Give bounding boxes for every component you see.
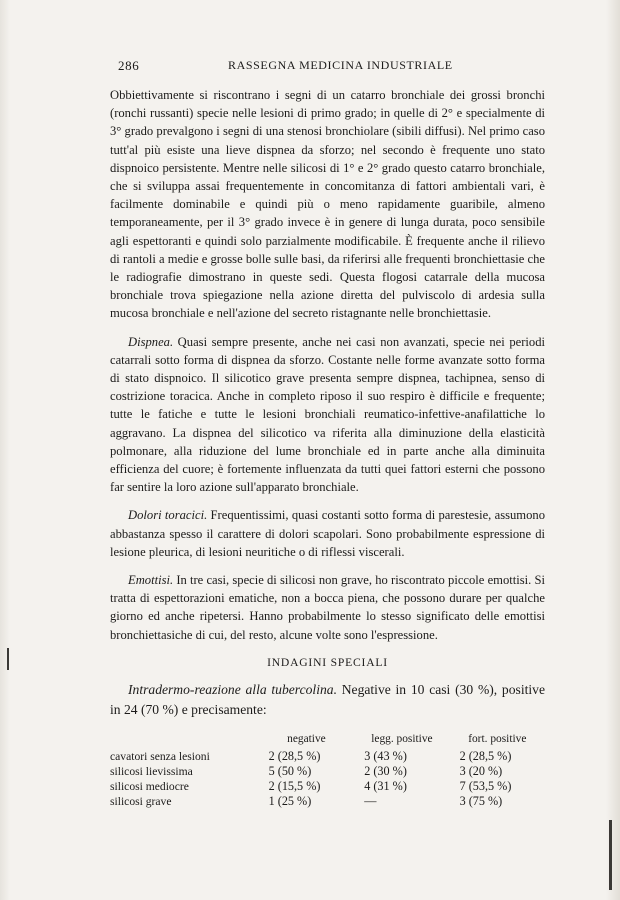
emottisi-title: Emottisi.: [128, 573, 174, 588]
page-body: [110, 86, 545, 809]
running-title: RASSEGNA MEDICINA INDUSTRIALE: [228, 58, 453, 72]
paragraph-dispnea: [110, 333, 545, 497]
page-number: 286: [118, 58, 140, 73]
emottisi-text: In tre casi, specie di silicosi non grave, ho riscontrato piccole emottisi. Si tratta di espettorazioni ematiche, non a bocca piena, che possono durare per qualche giorno ed anche ripetersi. Hanno probabilmente lo stesso significato delle emottisi bronchiettasiche di cui, del resto, alcune volte sono l'espressione.: [110, 573, 545, 642]
scan-edge-left: [0, 0, 10, 900]
table-row: [110, 794, 545, 809]
table-row-label: cavatori senza lesioni: [110, 750, 210, 764]
table-row-label: silicosi lievissima: [110, 765, 193, 779]
table-header: fort. positive: [468, 733, 527, 746]
table-header: [110, 730, 259, 749]
paragraph-tubercolina: [110, 680, 545, 720]
tubercolina-text: Negative in 10 casi (30 %), positive in 24 (70 %) e precisamente:: [110, 682, 545, 718]
table-row: [110, 779, 545, 794]
table-row-label: silicosi grave: [110, 795, 172, 809]
table-cell: 2 (28,5 %): [459, 749, 512, 764]
table-cell: —: [364, 794, 377, 809]
dolori-title: Dolori toracici.: [128, 508, 208, 523]
table-cell: 3 (43 %): [364, 749, 407, 764]
table-cell: 1 (25 %): [268, 794, 312, 809]
table-cell: 2 (28,5 %): [268, 749, 321, 764]
table-row: [110, 764, 545, 779]
paragraph-emottisi: [110, 571, 545, 644]
section-heading: INDAGINI SPECIALI: [267, 655, 388, 669]
margin-scan-mark: [7, 648, 9, 670]
table-cell: 5 (50 %): [268, 764, 312, 779]
scan-edge-right: [606, 0, 620, 900]
table-cell: 3 (20 %): [459, 764, 503, 779]
table-row: [110, 749, 545, 764]
table-cell: 2 (30 %): [364, 764, 407, 779]
table-row-label: silicosi mediocre: [110, 780, 189, 794]
table-header-row: [110, 730, 545, 749]
table-cell: 7 (53,5 %): [459, 779, 512, 794]
margin-scan-mark: [609, 820, 612, 890]
paragraph-obbiettivamente: Obbiettivamente si riscontrano i segni di un catarro bronchiale dei grossi bronchi (ronchi russanti) specie nelle lesioni di primo grado; in quelle di 2° e specialmente di 3° grado prevalgono i segni di una stenosi bronchiolare (sibili diffusi). Nel primo caso tutt'al più esiste una lieve dispnea da sforzo; nel secondo è frequente uno stato dispnoico persistente. Mentre nelle silicosi di 1° e 2° grado questo catarro bronchiale, che si sviluppa assai frequentemente in concomitanza di fattori ambientali vari, è facilmente dominabile e quindi più o meno rapidamente guaribile, almeno temporaneamente, per il 3° grado invece è in genere di lunga durata, poco sensibile agli espettoranti e quindi solo parzialmente modificabile. È frequente anche il rilievo di rantoli a medie e grosse bolle sulle basi, da riferirsi alle frequenti bronchiettasie che le radiografie dimostrano in queste sedi. Questa flogosi catarrale della mucosa bronchiale trova spiegazione nella azione diretta del pulviscolo di ardesia sulla mucosa bronchiale e nell'azione del secreto ristagnante nelle bronchiettasie.: [110, 88, 545, 321]
table-cell: 3 (75 %): [459, 794, 503, 809]
tubercolina-title: Intradermo-reazione alla tubercolina.: [128, 682, 337, 698]
table-cell: 2 (15,5 %): [268, 779, 321, 794]
dispnea-title: Dispnea.: [128, 334, 174, 349]
dispnea-text: Quasi sempre presente, anche nei casi non avanzati, specie nei periodi catarrali sotto forma di dispnea da sforzo. Costante nelle forme avanzate sotto forma di stato dispnoico. Il silicotico grave presenta sempre dispnea, tachipnea, senso di costrizione toracica. Anche in completo riposo il suo respiro è difficile e frequente; tutte le fatiche e tutte le lesioni bronchiali reumatico-infettive-anafilattiche lo aggravano. La dispnea del silicotico va riferita alla diminuzione della elasticità polmonare, alla riduzione del lume bronchiale ed in parte anche alla diminuita efficienza del cuore; è fortemente influenzata da tutti quei fattori esterni che possono far sentire la loro azione sull'apparato bronchiale.: [110, 334, 545, 495]
table-header: negative: [287, 733, 326, 746]
table-header: legg. positive: [371, 733, 433, 746]
table-cell: 4 (31 %): [364, 779, 407, 794]
paragraph-dolori-toracici: [110, 506, 545, 561]
tubercolina-table: [110, 730, 545, 809]
dolori-text: Frequentissimi, quasi costanti sotto forma di parestesie, assumono abbastanza spesso il carattere di dolori scapolari. Sono probabilmente espressione di lesione pleurica, di lesioni neuritiche o di riflessi viscerali.: [110, 508, 545, 559]
